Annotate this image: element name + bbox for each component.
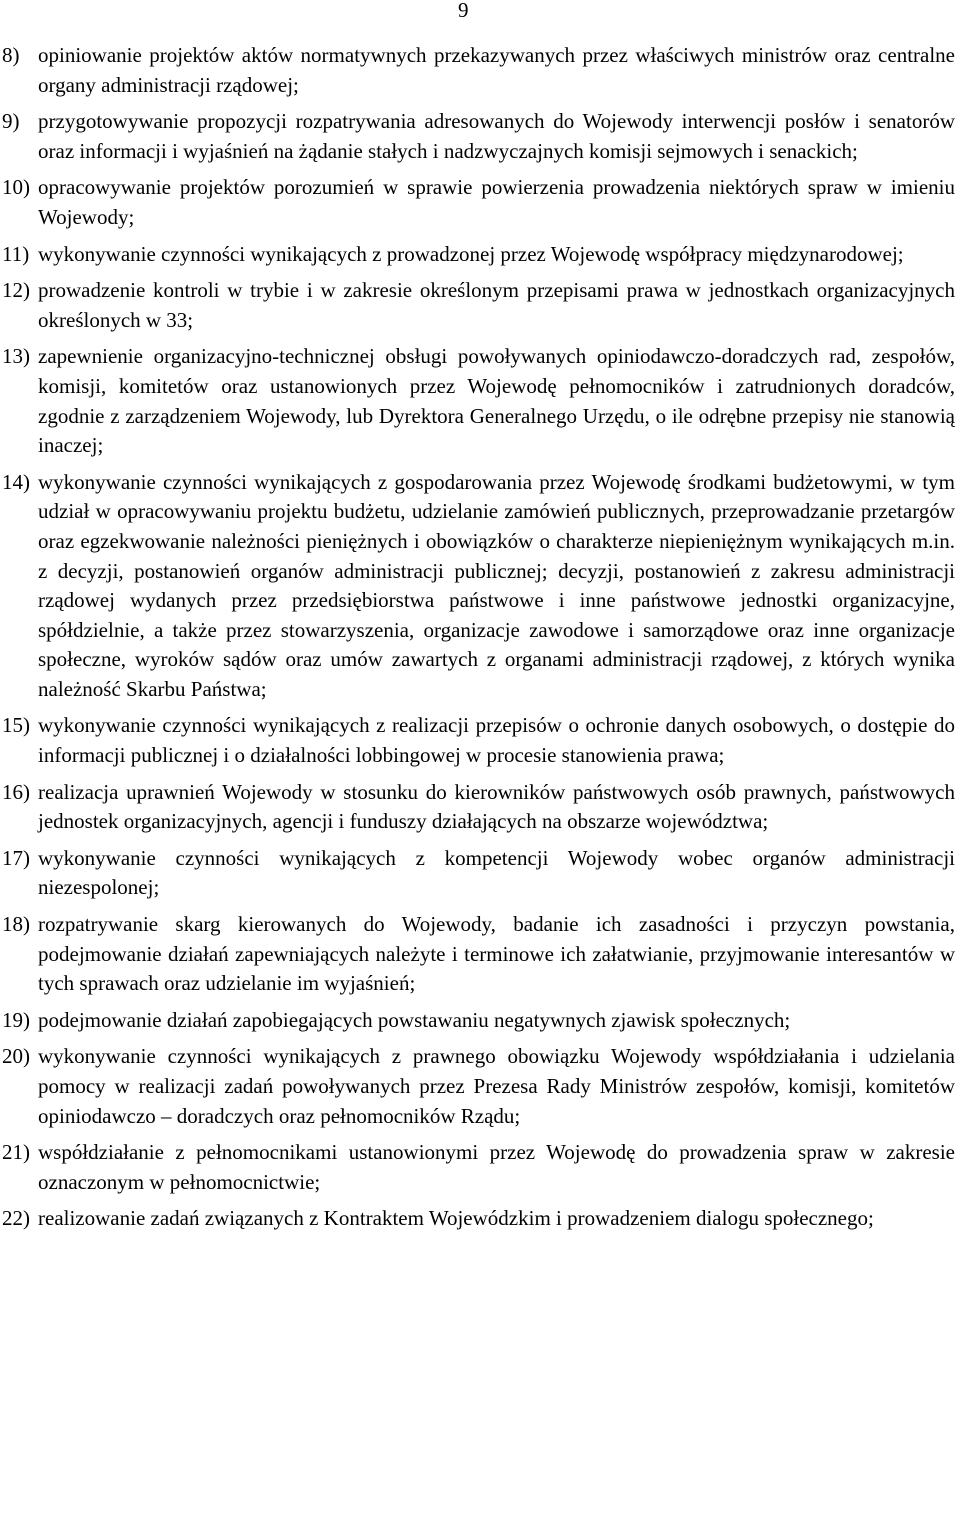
item-text: zapewnienie organizacyjno-technicznej obsługi powoływanych opiniodawczo-doradczych rad, zespołów, komisji, komitetów oraz ustanowionych przez Wojewodę pełnomocników i zatrudnionych doradców, zgodnie z zarządzeniem Wojewody, lub Dyrektora Generalnego Urzędu, o ile odrębne przepisy nie stanowią inaczej; [38,344,955,458]
list-item [2,1204,955,1234]
item-number: 22) [2,1206,30,1231]
document-body [2,41,955,1241]
item-number: 12) [2,278,30,303]
list-item [2,240,955,270]
item-text: wykonywanie czynności wynikających z gospodarowania przez Wojewodę środkami budżetowymi, w tym udział w opracowywaniu projektu budżetu, udzielanie zamówień publicznych, przeprowadzanie przetargów oraz egzekwowanie należności pieniężnych i obowiązków o charakterze niepieniężnym wynikających m.in. z decyzji, postanowień organów administracji publicznej; decyzji, postanowień z zakresu administracji rządowej wydanych przez przedsiębiorstwa państwowe i inne państwowe jednostki organizacyjne, spółdzielnie, a także przez stowarzyszenia, organizacje zawodowe i samorządowe oraz inne organizacje społeczne, wyroków sądów oraz umów zawartych z organami administracji rządowej, z których wynika należność Skarbu Państwa; [38,469,955,701]
item-text: współdziałanie z pełnomocnikami ustanowionymi przez Wojewodę do prowadzenia spraw w zakresie oznaczonym w pełnomocnictwie; [38,1140,955,1194]
item-number: 21) [2,1140,30,1165]
item-text: przygotowywanie propozycji rozpatrywania adresowanych do Wojewody interwencji posłów i senatorów oraz informacji i wyjaśnień na żądanie stałych i nadzwyczajnych komisji sejmowych i senackich; [38,109,955,163]
item-text: podejmowanie działań zapobiegających powstawaniu negatywnych zjawisk społecznych; [38,1007,791,1032]
item-text: rozpatrywanie skarg kierowanych do Wojewody, badanie ich zasadności i przyczyn powstania, podejmowanie działań zapewniających należyte i terminowe ich załatwianie, przyjmowanie interesantów w tych sprawach oraz udzielanie im wyjaśnień; [38,912,955,996]
item-text: opiniowanie projektów aktów normatywnych przekazywanych przez właściwych ministrów oraz centralne organy administracji rządowej; [38,43,955,97]
item-text: wykonywanie czynności wynikających z realizacji przepisów o ochronie danych osobowych, o dostępie do informacji publicznej i o działalności lobbingowej w procesie stanowienia prawa; [38,713,955,768]
list-item [2,342,955,460]
item-text: wykonywanie czynności wynikających z prawnego obowiązku Wojewody współdziałania i udzielania pomocy w realizacji zadań powoływanych przez Prezesa Rady Ministrów zespołów, komisji, komitetów opiniodawczo – doradczych oraz pełnomocników Rządu; [38,1044,955,1128]
list-item [2,844,955,903]
item-text: prowadzenie kontroli w trybie i w zakresie określonym przepisami prawa w jednostkach organizacyjnych określonych w 33; [38,278,955,332]
item-number: 9) [2,109,20,134]
list-item [2,711,955,770]
item-number: 17) [2,845,30,870]
page-number: 9 [458,0,469,22]
item-number: 14) [2,469,30,494]
list-item [2,41,955,100]
list-item [2,910,955,999]
list-item [2,276,955,335]
list-item [2,778,955,837]
item-text: wykonywanie czynności wynikających z prowadzonej przez Wojewodę współpracy międzynarodowej; [38,241,904,266]
item-text: wykonywanie czynności wynikających z kompetencji Wojewody wobec organów administracji niezespolonej; [38,845,955,900]
item-number: 20) [2,1044,30,1069]
item-number: 10) [2,175,30,200]
item-text: opracowywanie projektów porozumień w sprawie powierzenia prowadzenia niektórych spraw w imieniu Wojewody; [38,175,955,229]
item-number: 18) [2,912,30,937]
item-number: 15) [2,713,30,738]
item-number: 16) [2,779,30,804]
item-number: 19) [2,1007,30,1032]
list-item [2,1042,955,1131]
item-text: realizacja uprawnień Wojewody w stosunku do kierowników państwowych osób prawnych, państwowych jednostek organizacyjnych, agencji i funduszy działających na obszarze województwa; [38,779,955,834]
list-item [2,1006,955,1036]
list-item [2,1138,955,1197]
list-item [2,468,955,705]
item-number: 11) [2,241,30,266]
item-text: realizowanie zadań związanych z Kontraktem Wojewódzkim i prowadzeniem dialogu społecznego; [38,1206,874,1231]
list-item [2,107,955,166]
item-number: 13) [2,344,30,369]
list-item [2,173,955,232]
item-number: 8) [2,43,20,67]
